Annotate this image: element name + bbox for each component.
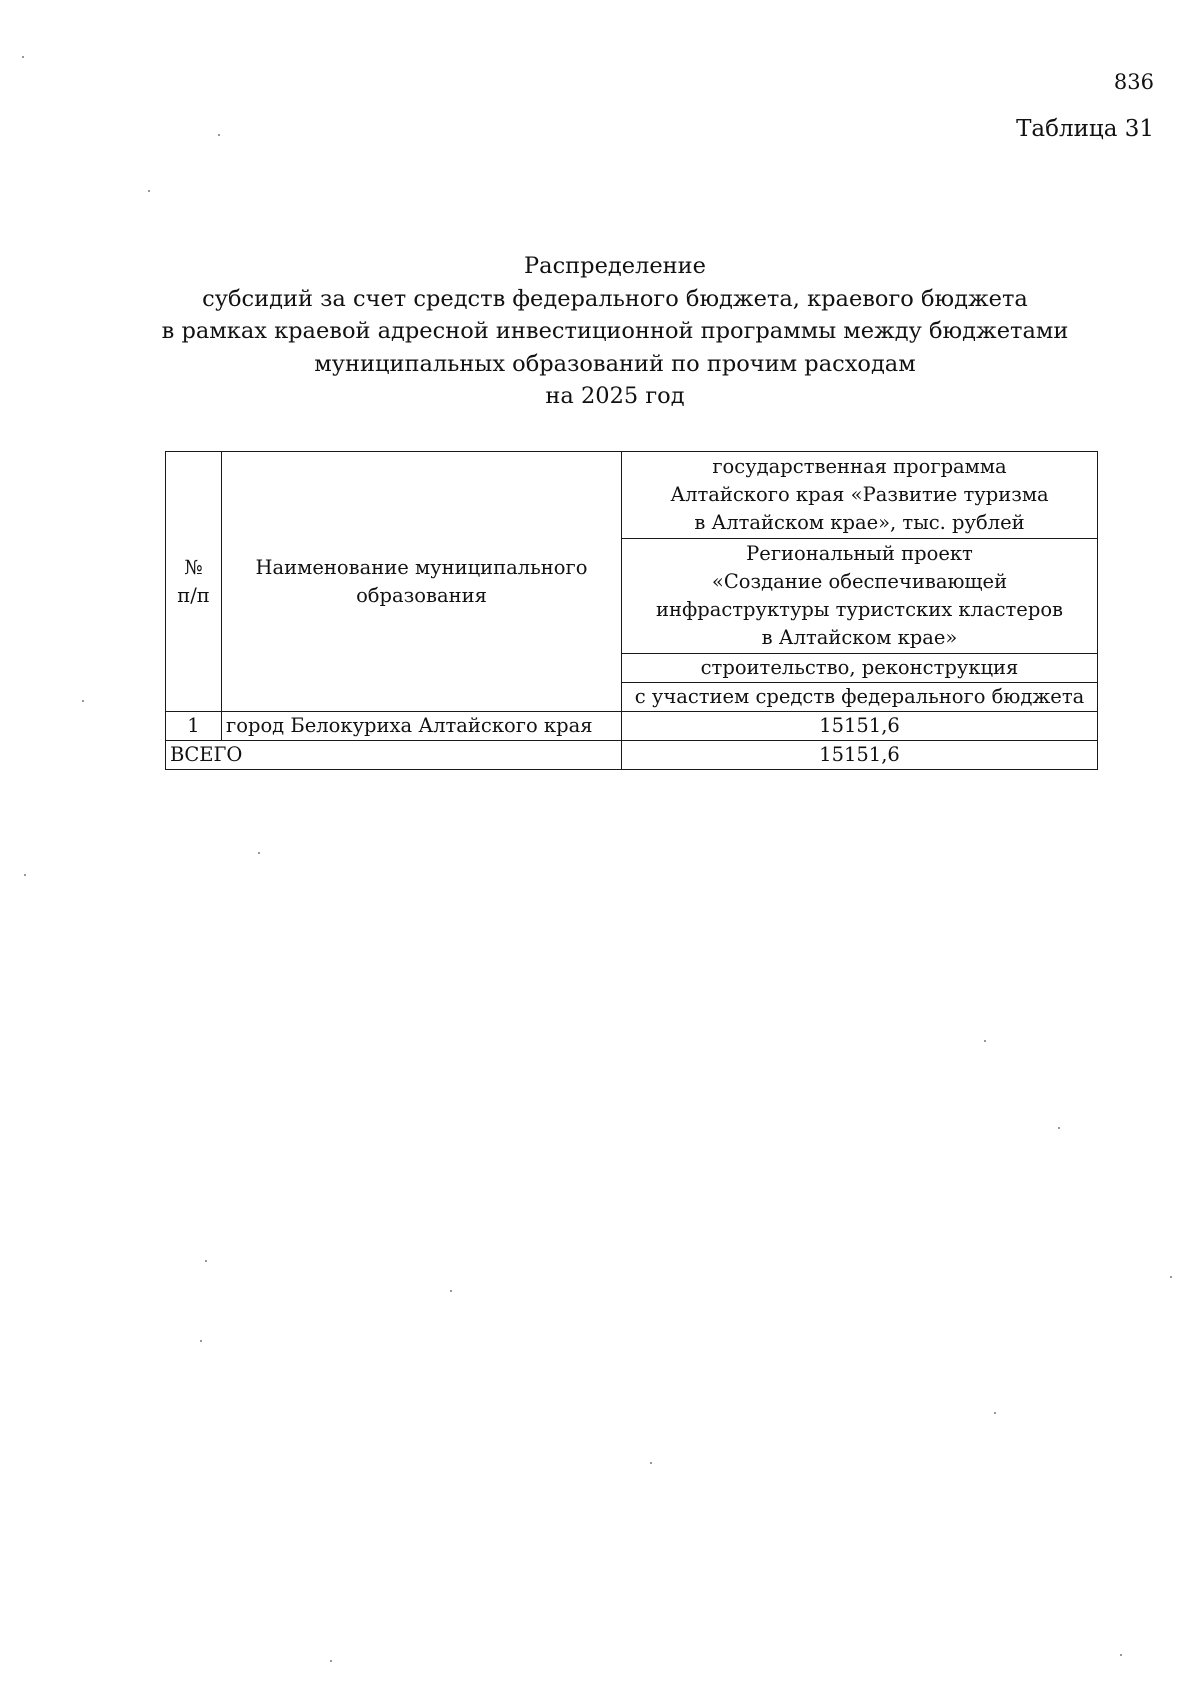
header-program-line-2: Алтайского края «Развитие туризма (670, 483, 1049, 506)
header-project-line-1: Региональный проект (746, 542, 973, 565)
scan-speck (82, 700, 84, 702)
scan-speck (1170, 1276, 1172, 1278)
table-row (166, 712, 1098, 741)
header-project-line-4: в Алтайском крае» (761, 626, 958, 649)
total-value: 15151,6 (622, 741, 1098, 770)
header-project-line-3: инфраструктуры туристских кластеров (655, 598, 1064, 621)
page-number: 836 (1113, 70, 1154, 94)
header-number (166, 452, 222, 712)
scan-speck (1120, 1654, 1122, 1656)
total-row (166, 741, 1098, 770)
table-label: Таблица 31 (1016, 116, 1154, 142)
scan-speck (650, 1462, 652, 1464)
header-program-line-3: в Алтайском крае», тыс. рублей (694, 511, 1025, 534)
scan-speck (218, 134, 220, 136)
header-number-line-1: № (184, 555, 203, 579)
document-title (150, 250, 1080, 413)
header-state-program (622, 452, 1098, 539)
header-municipality-name (222, 452, 622, 712)
scan-speck (994, 1412, 996, 1414)
distribution-table (165, 451, 1098, 770)
header-project-line-2: «Создание обеспечивающей (711, 570, 1008, 593)
scan-speck (258, 852, 260, 854)
row-municipality: город Белокуриха Алтайского края (222, 712, 622, 741)
header-regional-project (622, 539, 1098, 654)
title-line-1: Распределение (524, 253, 706, 279)
header-name-line-1: Наименование муниципального (255, 555, 588, 579)
total-label: ВСЕГО (166, 741, 622, 770)
scan-speck (450, 1290, 452, 1292)
scan-speck (200, 1340, 202, 1342)
row-value: 15151,6 (622, 712, 1098, 741)
header-name-line-2: образования (356, 583, 487, 607)
title-line-3: в рамках краевой адресной инвестиционной программы между бюджетами (161, 318, 1069, 344)
title-line-2: субсидий за счет средств федерального бюджета, краевого бюджета (202, 285, 1028, 312)
header-program-line-1: государственная программа (712, 455, 1007, 478)
scan-speck (24, 874, 26, 876)
scan-speck (148, 190, 150, 192)
row-number: 1 (166, 712, 222, 741)
scan-speck (205, 1260, 207, 1262)
title-line-4: муниципальных образований по прочим расходам (314, 350, 916, 377)
header-construction: строительство, реконструкция (622, 654, 1098, 683)
scan-speck (330, 1660, 332, 1662)
scan-speck (22, 56, 24, 58)
header-number-line-2: п/п (177, 583, 210, 607)
scan-speck (984, 1040, 986, 1042)
title-line-5: на 2025 год (545, 383, 685, 409)
scan-speck (1058, 1127, 1060, 1129)
header-federal-budget: с участием средств федерального бюджета (622, 683, 1098, 712)
